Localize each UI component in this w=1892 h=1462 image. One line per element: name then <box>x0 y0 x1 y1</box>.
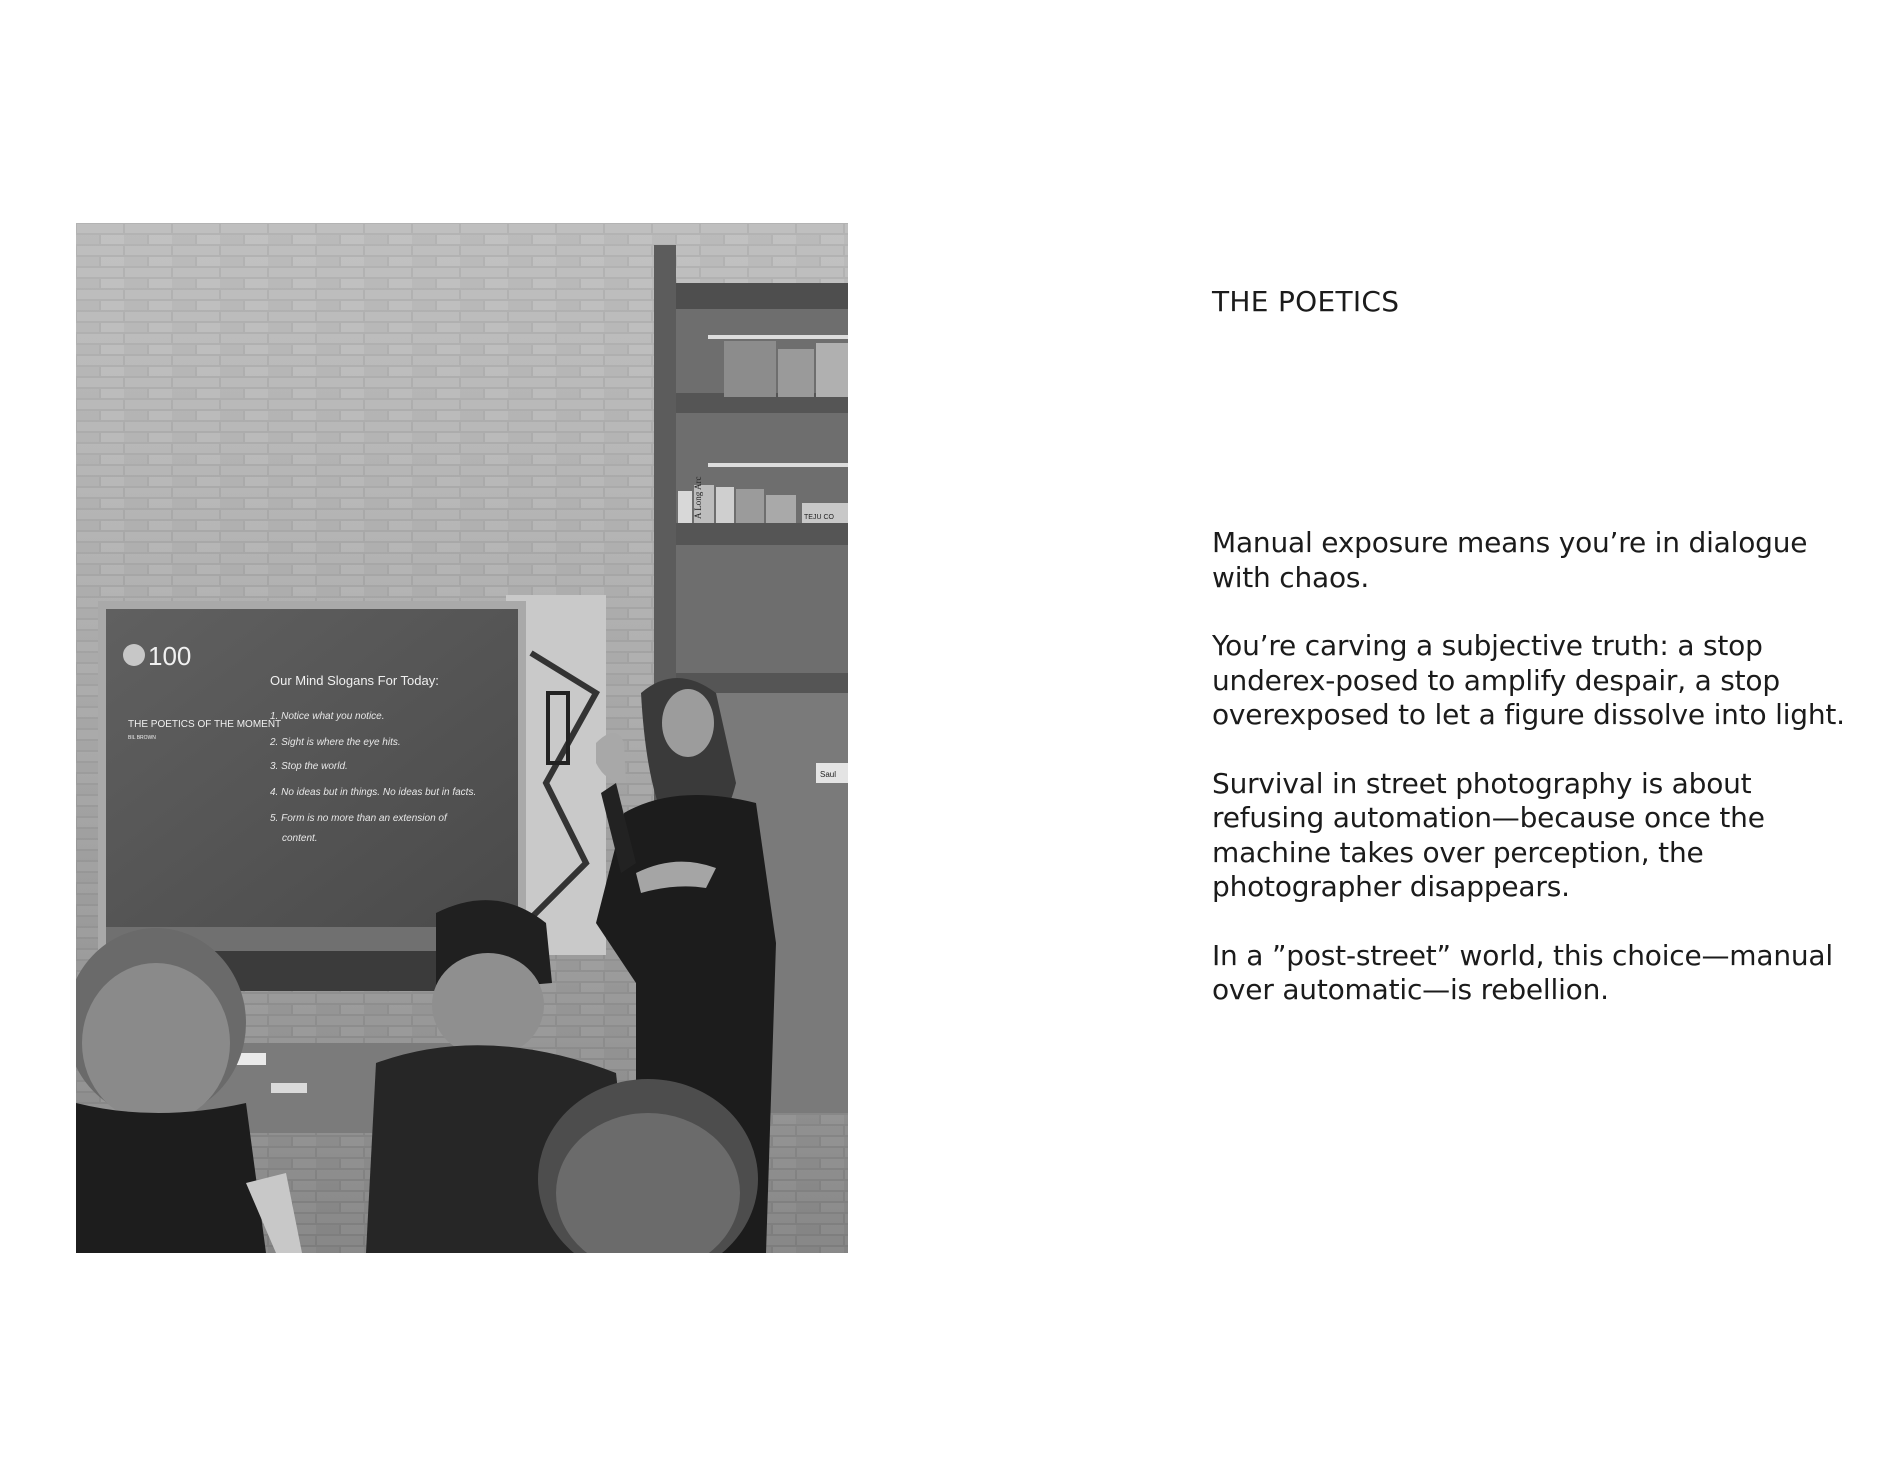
lecture-photo <box>76 223 848 1253</box>
slide-item-3: 3. Stop the world. <box>270 761 348 772</box>
slide-item-4: 4. No ideas but in things. No ideas but in facts. <box>270 787 477 798</box>
body-text <box>1212 526 1872 1042</box>
slide-logo-text: 100 <box>148 641 192 671</box>
slide-item-5: 5. Form is no more than an extension of <box>270 813 447 824</box>
lecture-photo-illustration <box>76 223 848 1253</box>
book-spine-saul: Saul <box>820 770 837 779</box>
paragraph-3: Survival in street photography is about refusing automation—because once the machine takes over perception, the photographer disappears. <box>1212 766 1765 903</box>
slide-item-2: 2. Sight is where the eye hits. <box>270 737 401 748</box>
slide-left-author: BIL BROWN <box>128 735 156 741</box>
book-spine-teju: TEJU CO <box>804 514 834 521</box>
text-column <box>1212 282 1862 322</box>
slide-item-1: 1. Notice what you notice. <box>270 711 385 722</box>
paragraph-1: Manual exposure means you’re in dialogue with chaos. <box>1212 526 1808 594</box>
page-heading: THE POETICS <box>1212 285 1400 318</box>
slide-heading: Our Mind Slogans For Today: <box>270 673 439 688</box>
book-spine-a-long-arc: A Long Arc <box>693 476 703 519</box>
paragraph-2: You’re carving a subjective truth: a stop underex-posed to amplify despair, a stop overexposed to let a figure dissolve into light. <box>1212 629 1845 731</box>
slide-item-5-cont: content. <box>282 833 318 844</box>
leica-logo-icon <box>123 644 145 666</box>
paragraph-4: In a ”post-street” world, this choice—manual over automatic—is rebellion. <box>1212 938 1833 1006</box>
slide-left-title: THE POETICS OF THE MOMENT <box>128 719 282 730</box>
